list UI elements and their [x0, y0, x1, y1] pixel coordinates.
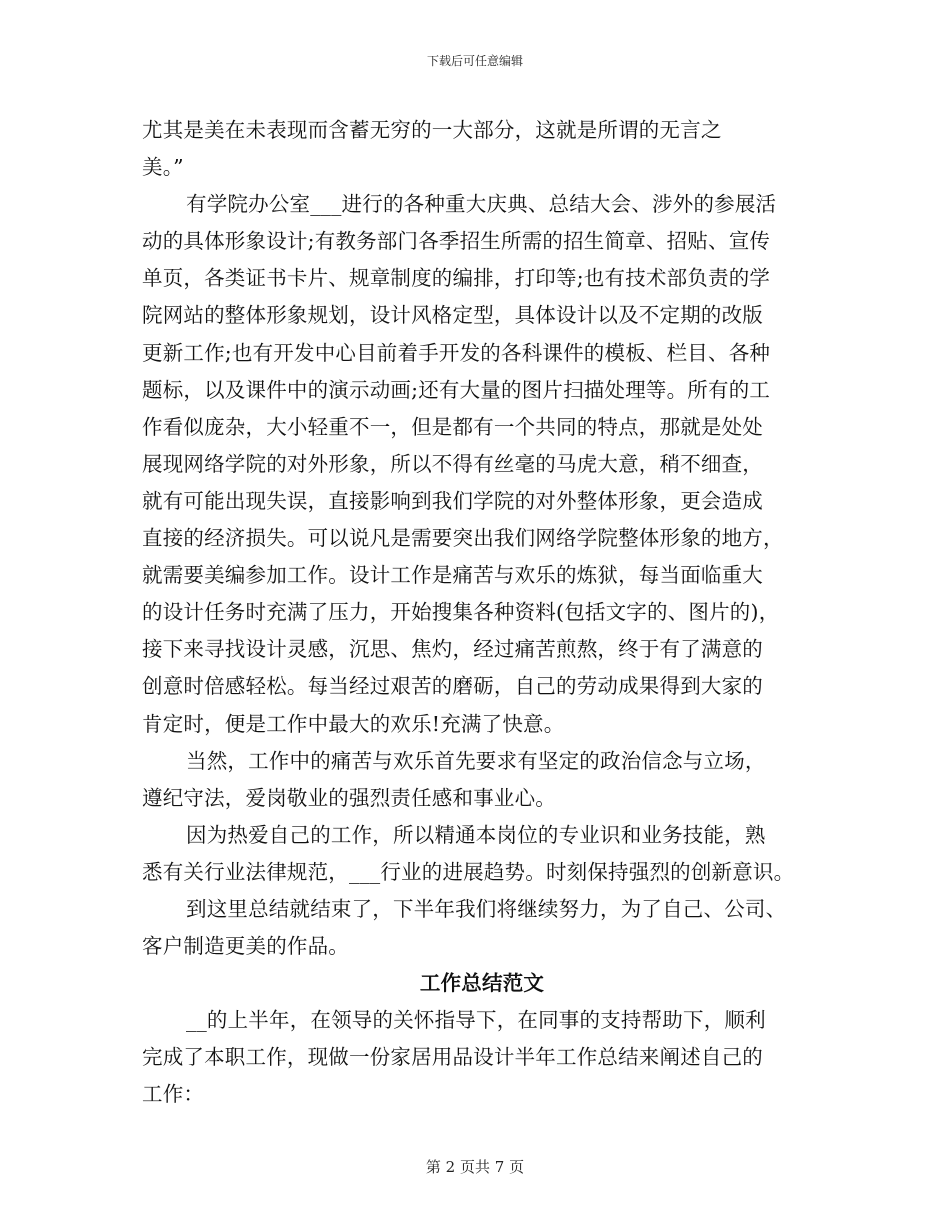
body-line: 的设计任务时充满了压力，开始搜集各种资料(包括文字的、图片的)， — [142, 600, 780, 625]
body-line: 院网站的整体形象规划，设计风格定型，具体设计以及不定期的改版 — [142, 303, 763, 328]
section-heading: 工作总结范文 — [419, 971, 545, 996]
document-body — [142, 112, 822, 1114]
paragraph-start: 到这里总结就结束了，下半年我们将继续努力，为了自己、公司、 — [186, 896, 787, 921]
paragraph-start: 因为热爱自己的工作，所以精通本岗位的专业识和业务技能，熟 — [186, 822, 766, 847]
body-line: 悉有关行业法律规范，___行业的进展趋势。时刻保持强烈的创新意识。 — [142, 859, 795, 884]
body-line: 作看似庞杂，大小轻重不一，但是都有一个共同的特点，那就是处处 — [142, 414, 763, 439]
body-line: 完成了本职工作，现做一份家居用品设计半年工作总结来阐述自己的 — [142, 1045, 763, 1070]
body-line: 创意时倍感轻松。每当经过艰苦的磨砺，自己的劳动成果得到大家的 — [142, 674, 763, 699]
body-line: 直接的经济损失。可以说凡是需要突出我们网络学院整体形象的地方， — [142, 526, 784, 551]
body-line: 遵纪守法，爱岗敬业的强烈责任感和事业心。 — [142, 785, 556, 810]
page-number: 第 2 页共 7 页 — [425, 1158, 525, 1176]
body-line: 单页，各类证书卡片、规章制度的编排，打印等;也有技术部负责的学 — [142, 266, 771, 291]
body-line: 美。” — [142, 155, 184, 180]
body-line: 接下来寻找设计灵感，沉思、焦灼，经过痛苦煎熬，终于有了满意的 — [142, 637, 763, 662]
body-line: 工作： — [142, 1082, 205, 1107]
page-header: 下载后可任意编辑 — [426, 54, 523, 68]
body-line: 就需要美编参加工作。设计工作是痛苦与欢乐的炼狱，每当面临重大 — [142, 563, 763, 588]
body-line: 客户制造更美的作品。 — [142, 934, 349, 959]
paragraph-start: 有学院办公室___进行的各种重大庆典、总结大会、涉外的参展活 — [186, 192, 777, 217]
paragraph-start: __的上半年，在领导的关怀指导下，在同事的支持帮助下，顺利 — [186, 1008, 766, 1033]
body-line: 题标，以及课件中的演示动画;还有大量的图片扫描处理等。所有的工 — [142, 377, 771, 402]
paragraph-start: 当然，工作中的痛苦与欢乐首先要求有坚定的政治信念与立场， — [186, 748, 766, 773]
body-line: 动的具体形象设计;有教务部门各季招生所需的招生简章、招贴、宣传 — [142, 229, 771, 254]
body-line: 尤其是美在未表现而含蓄无穷的一大部分，这就是所谓的无言之 — [142, 118, 722, 142]
body-line: 展现网络学院的对外形象，所以不得有丝毫的马虎大意，稍不细查， — [142, 451, 763, 476]
body-line: 肯定时，便是工作中最大的欢乐!充满了快意。 — [142, 711, 565, 736]
body-line: 就有可能出现失误，直接影响到我们学院的对外整体形象，更会造成 — [142, 488, 763, 513]
body-line: 更新工作;也有开发中心目前着手开发的各科课件的模板、栏目、各种 — [142, 340, 771, 365]
